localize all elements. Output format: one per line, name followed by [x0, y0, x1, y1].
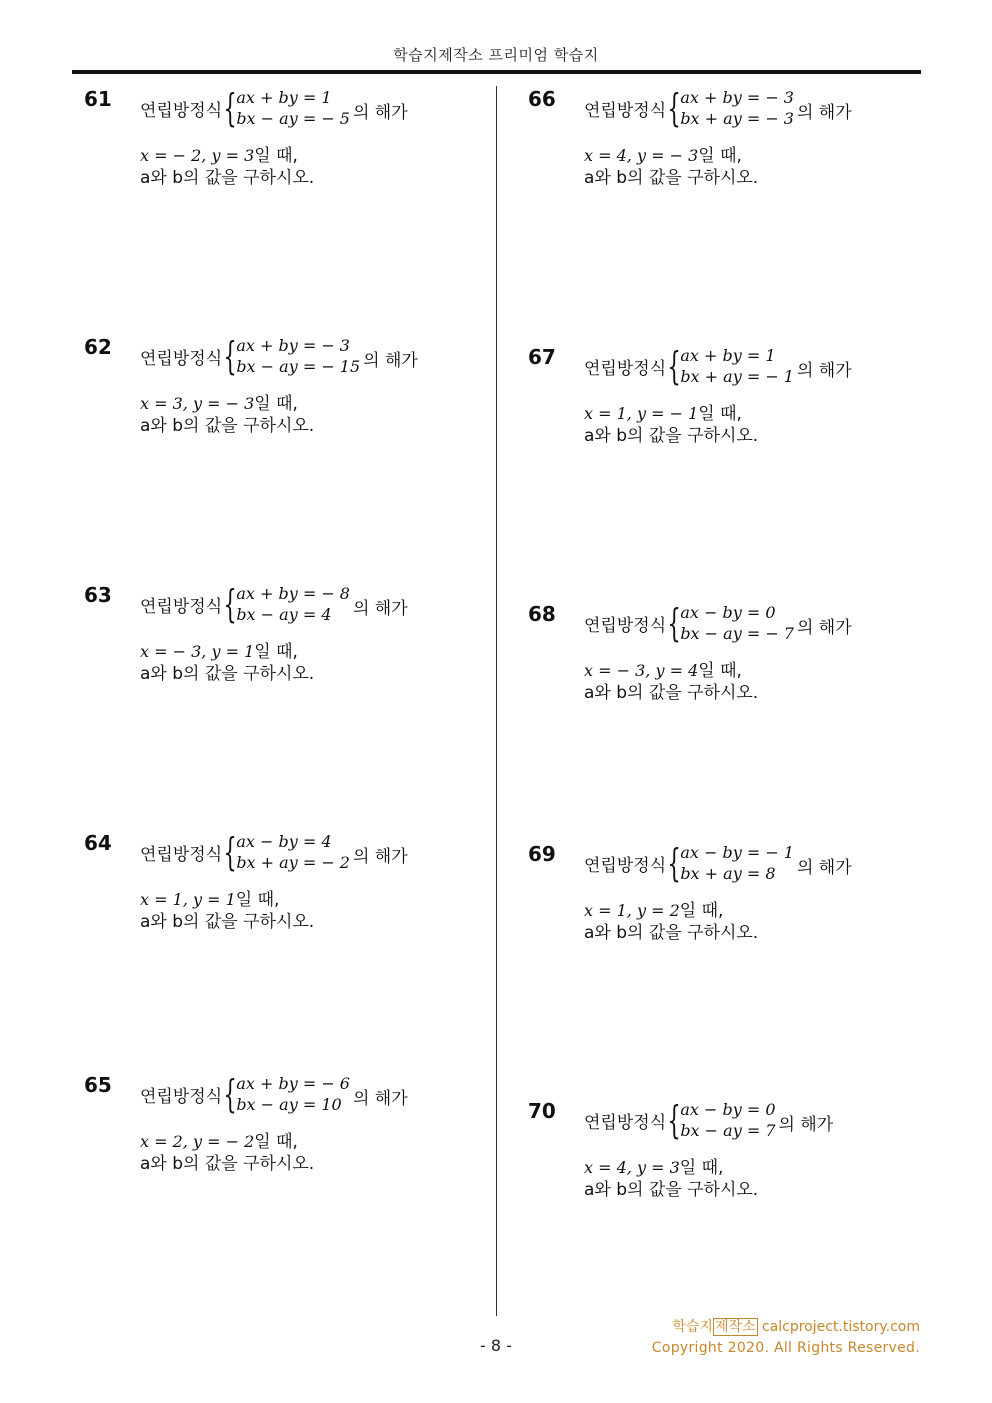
equation-2: bx − ay = 4 [236, 605, 332, 624]
equation-system [236, 87, 350, 129]
equation-1: ax + by = − 3 [236, 336, 350, 355]
problem-number: 67 [528, 345, 556, 369]
condition: x = 2, y = − 2 [140, 1132, 255, 1151]
equation-system [680, 602, 794, 644]
problem-suffix: 의 해가 [363, 350, 418, 371]
equation-2: bx − ay = 7 [680, 1121, 776, 1140]
problem-suffix: 의 해가 [796, 102, 852, 123]
equation-2: bx − ay = 10 [236, 1095, 342, 1114]
problem-suffix: 의 해가 [796, 617, 852, 638]
footer-brand-boxed: 제작소 [714, 1319, 756, 1335]
question-text: a와 b의 값을 구하시오. [584, 683, 759, 703]
question-text: a와 b의 값을 구하시오. [140, 168, 315, 188]
condition: x = 4, y = 3 [584, 1158, 680, 1177]
equation-system [680, 1099, 775, 1141]
problem-suffix: 의 해가 [352, 102, 408, 123]
condition: x = 1, y = 2 [584, 901, 680, 920]
footer-copyright: Copyright 2020. All Rights Reserved. [651, 1340, 920, 1356]
problem-number: 70 [528, 1099, 556, 1123]
brace-icon: { [223, 86, 237, 130]
brace-icon: { [223, 1072, 237, 1116]
when-suffix: 일 때, [254, 1132, 298, 1152]
condition-block [140, 641, 314, 685]
problem-prefix: 연립방정식 [584, 1112, 667, 1133]
condition: x = − 2, y = 3 [140, 146, 255, 165]
footer-brand-line [672, 1316, 920, 1336]
problem-prefix: 연립방정식 [140, 596, 223, 617]
condition: x = 3, y = − 3 [140, 394, 255, 413]
condition: x = − 3, y = 1 [140, 642, 255, 661]
question-text: a와 b의 값을 구하시오. [140, 664, 315, 684]
problem-prefix: 연립방정식 [584, 855, 667, 876]
equation-system [680, 87, 794, 129]
brace-icon: { [667, 86, 681, 130]
problem-prefix: 연립방정식 [140, 1086, 223, 1107]
equation-2: bx + ay = − 1 [680, 367, 794, 386]
condition: x = 4, y = − 3 [584, 146, 699, 165]
equation-system [236, 335, 360, 377]
brace-icon: { [667, 344, 681, 388]
when-suffix: 일 때, [254, 146, 298, 166]
equation-1: ax + by = 1 [236, 88, 332, 107]
problem-prefix: 연립방정식 [140, 844, 223, 865]
question-text: a와 b의 값을 구하시오. [140, 416, 315, 436]
equation-system [680, 842, 794, 884]
question-text: a와 b의 값을 구하시오. [140, 912, 315, 932]
problem-suffix: 의 해가 [352, 598, 408, 619]
problem-prefix: 연립방정식 [584, 615, 667, 636]
equation-2: bx − ay = − 15 [236, 357, 361, 376]
equation-2: bx + ay = 8 [680, 864, 776, 883]
problem-suffix: 의 해가 [352, 1088, 408, 1109]
equation-system [236, 831, 350, 873]
condition-block [584, 1157, 758, 1201]
page-header: 학습지제작소 프리미엄 학습지 [393, 46, 599, 64]
equation-1: ax − by = − 1 [680, 843, 794, 862]
equation-1: ax + by = − 6 [236, 1074, 350, 1093]
problem-suffix: 의 해가 [796, 857, 852, 878]
brace-icon: { [667, 841, 681, 885]
when-suffix: 일 때, [698, 146, 742, 166]
when-suffix: 일 때, [679, 901, 724, 921]
question-text: a와 b의 값을 구하시오. [584, 923, 759, 943]
condition-block [140, 1131, 314, 1175]
footer-url[interactable]: calcproject.tistory.com [761, 1319, 920, 1335]
page-number: - 8 - [480, 1336, 512, 1355]
problem-number: 65 [84, 1073, 112, 1097]
question-text: a와 b의 값을 구하시오. [584, 1180, 759, 1200]
equation-2: bx − ay = − 7 [680, 624, 794, 643]
problem-number: 64 [84, 831, 112, 855]
condition-block [584, 403, 758, 447]
equation-1: ax − by = 4 [236, 832, 332, 851]
condition: x = 1, y = − 1 [584, 404, 699, 423]
when-suffix: 일 때, [698, 404, 742, 424]
footer-brand: 학습지 [672, 1319, 713, 1335]
problem-suffix: 의 해가 [778, 1114, 834, 1135]
condition-block [584, 660, 758, 704]
condition-block [140, 145, 314, 189]
equation-system [680, 345, 794, 387]
when-suffix: 일 때, [254, 394, 298, 414]
condition-block [140, 393, 314, 437]
when-suffix: 일 때, [254, 642, 298, 662]
problem-number: 69 [528, 842, 556, 866]
condition-block [584, 145, 758, 189]
equation-2: bx + ay = − 3 [680, 109, 794, 128]
question-text: a와 b의 값을 구하시오. [584, 426, 759, 446]
condition-block [140, 889, 314, 933]
condition-block [584, 900, 758, 944]
equation-1: ax + by = 1 [680, 346, 776, 365]
problem-number: 61 [84, 87, 112, 111]
condition: x = − 3, y = 4 [584, 661, 699, 680]
problem-number: 62 [84, 335, 112, 359]
problem-prefix: 연립방정식 [140, 348, 223, 369]
column-divider [496, 86, 497, 1316]
question-text: a와 b의 값을 구하시오. [140, 1154, 315, 1174]
when-suffix: 일 때, [235, 890, 280, 910]
problem-prefix: 연립방정식 [140, 100, 223, 121]
header-rule [72, 70, 921, 74]
equation-system [236, 1073, 350, 1115]
equation-2: bx − ay = − 5 [236, 109, 350, 128]
equation-1: ax − by = 0 [680, 1100, 776, 1119]
when-suffix: 일 때, [698, 661, 742, 681]
problem-number: 66 [528, 87, 556, 111]
when-suffix: 일 때, [679, 1158, 724, 1178]
problem-number: 63 [84, 583, 112, 607]
condition: x = 1, y = 1 [140, 890, 236, 909]
brace-icon: { [223, 830, 237, 874]
problem-suffix: 의 해가 [796, 360, 852, 381]
brace-icon: { [667, 601, 681, 645]
equation-2: bx + ay = − 2 [236, 853, 350, 872]
brace-icon: { [667, 1098, 681, 1142]
question-text: a와 b의 값을 구하시오. [584, 168, 759, 188]
brace-icon: { [223, 582, 237, 626]
problem-number: 68 [528, 602, 556, 626]
problem-prefix: 연립방정식 [584, 100, 667, 121]
equation-1: ax + by = − 3 [680, 88, 794, 107]
brace-icon: { [223, 334, 237, 378]
equation-1: ax + by = − 8 [236, 584, 350, 603]
problem-suffix: 의 해가 [352, 846, 408, 867]
equation-1: ax − by = 0 [680, 603, 776, 622]
problem-prefix: 연립방정식 [584, 358, 667, 379]
equation-system [236, 583, 350, 625]
